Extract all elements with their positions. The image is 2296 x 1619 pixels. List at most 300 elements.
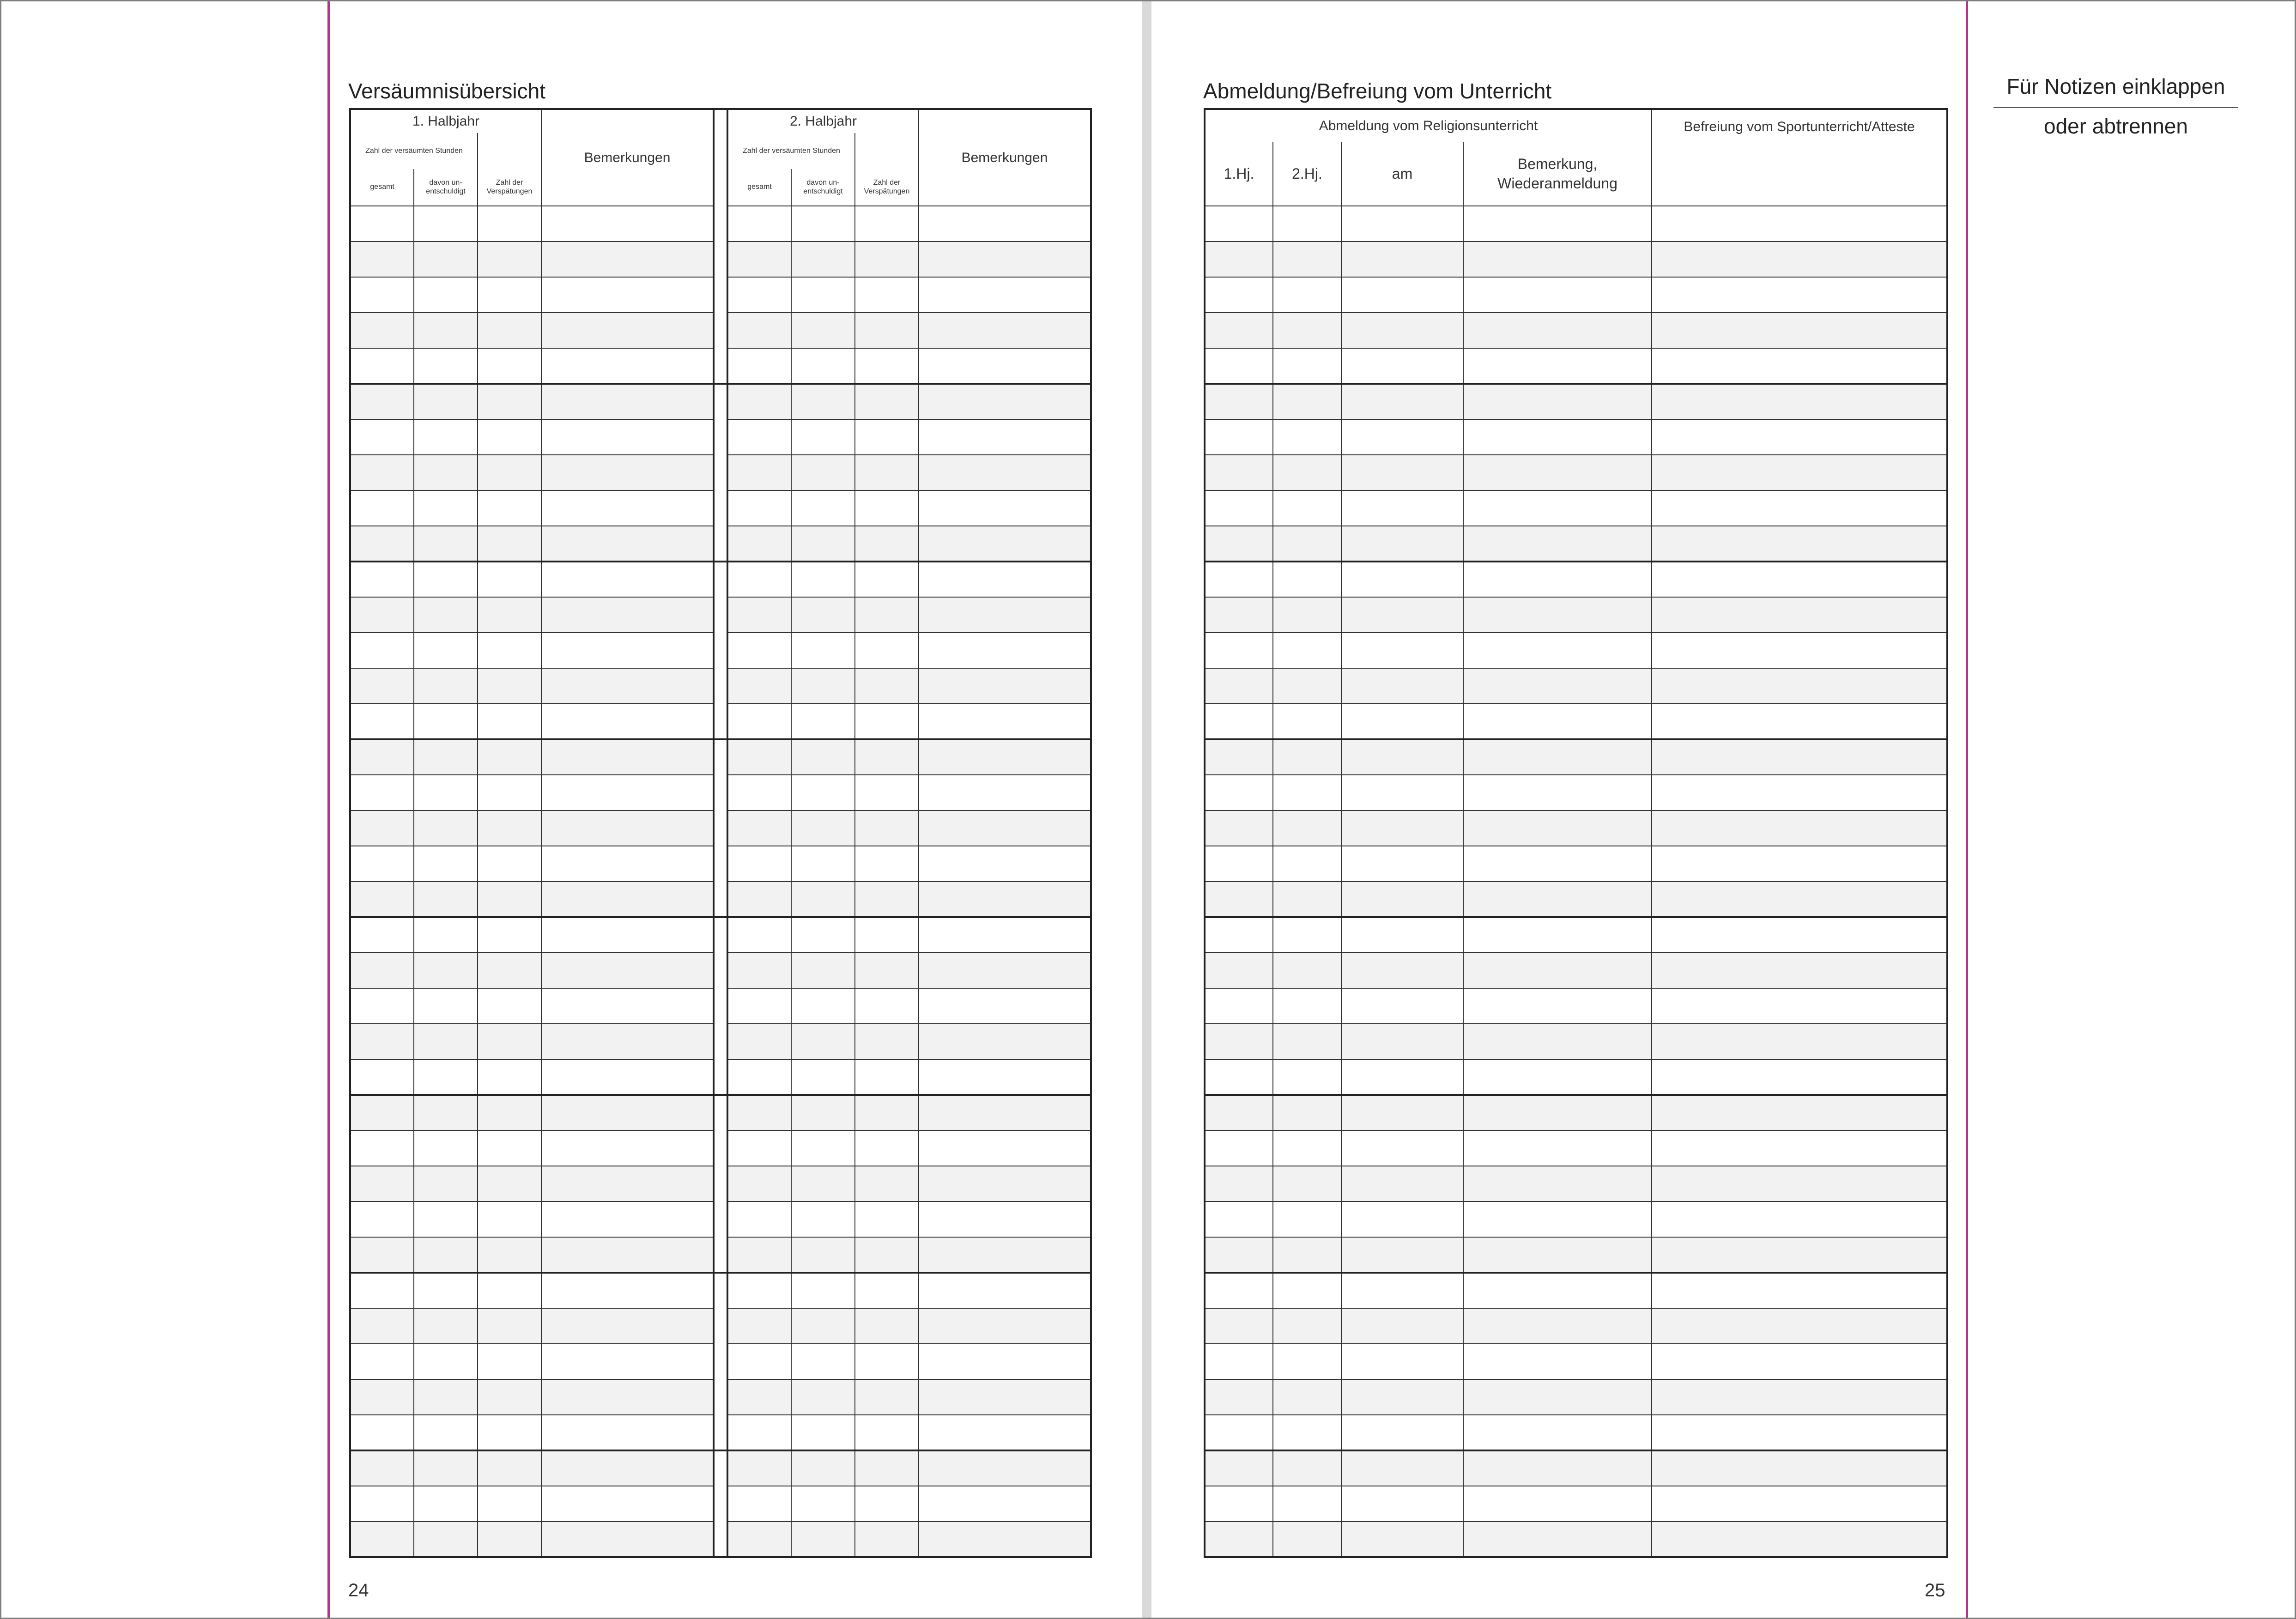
entry-cell[interactable]	[350, 384, 414, 419]
entry-cell[interactable]	[478, 1024, 541, 1059]
entry-cell[interactable]	[727, 1273, 791, 1308]
entry-cell[interactable]	[1341, 1059, 1463, 1095]
entry-cell[interactable]	[1652, 206, 1947, 242]
entry-cell[interactable]	[414, 739, 478, 775]
entry-cell[interactable]	[791, 455, 855, 490]
entry-cell[interactable]	[727, 1379, 791, 1415]
entry-cell[interactable]	[791, 313, 855, 348]
entry-cell[interactable]	[855, 526, 919, 562]
entry-cell[interactable]	[791, 882, 855, 917]
entry-cell[interactable]	[478, 490, 541, 526]
entry-cell[interactable]	[919, 1522, 1091, 1557]
entry-cell[interactable]	[1463, 988, 1652, 1024]
entry-cell[interactable]	[414, 1237, 478, 1273]
entry-cell[interactable]	[541, 1024, 714, 1059]
entry-cell[interactable]	[727, 1130, 791, 1166]
entry-cell[interactable]	[727, 490, 791, 526]
entry-cell[interactable]	[1341, 1237, 1463, 1273]
entry-cell[interactable]	[414, 953, 478, 988]
entry-cell[interactable]	[1463, 1095, 1652, 1130]
entry-cell[interactable]	[1341, 1308, 1463, 1344]
entry-cell[interactable]	[855, 384, 919, 419]
entry-cell[interactable]	[919, 917, 1091, 953]
entry-cell[interactable]	[1463, 348, 1652, 384]
entry-cell[interactable]	[414, 1130, 478, 1166]
entry-cell[interactable]	[1205, 597, 1273, 633]
entry-cell[interactable]	[1341, 988, 1463, 1024]
entry-cell[interactable]	[478, 775, 541, 810]
entry-cell[interactable]	[855, 1450, 919, 1486]
entry-cell[interactable]	[919, 597, 1091, 633]
entry-cell[interactable]	[919, 277, 1091, 313]
entry-cell[interactable]	[541, 1166, 714, 1202]
entry-cell[interactable]	[727, 846, 791, 882]
entry-cell[interactable]	[478, 419, 541, 455]
entry-cell[interactable]	[1273, 810, 1341, 846]
entry-cell[interactable]	[855, 597, 919, 633]
entry-cell[interactable]	[1341, 1379, 1463, 1415]
entry-cell[interactable]	[1273, 988, 1341, 1024]
entry-cell[interactable]	[478, 1522, 541, 1557]
entry-cell[interactable]	[727, 1024, 791, 1059]
entry-cell[interactable]	[1341, 1095, 1463, 1130]
entry-cell[interactable]	[1652, 917, 1947, 953]
entry-cell[interactable]	[791, 1095, 855, 1130]
entry-cell[interactable]	[727, 384, 791, 419]
entry-cell[interactable]	[350, 1273, 414, 1308]
entry-cell[interactable]	[1463, 490, 1652, 526]
entry-cell[interactable]	[919, 206, 1091, 242]
entry-cell[interactable]	[1652, 882, 1947, 917]
entry-cell[interactable]	[791, 775, 855, 810]
entry-cell[interactable]	[727, 455, 791, 490]
entry-cell[interactable]	[1205, 1273, 1273, 1308]
entry-cell[interactable]	[1463, 277, 1652, 313]
entry-cell[interactable]	[1341, 1415, 1463, 1450]
entry-cell[interactable]	[478, 633, 541, 668]
entry-cell[interactable]	[1341, 597, 1463, 633]
entry-cell[interactable]	[1463, 775, 1652, 810]
entry-cell[interactable]	[541, 882, 714, 917]
entry-cell[interactable]	[1652, 846, 1947, 882]
entry-cell[interactable]	[414, 917, 478, 953]
entry-cell[interactable]	[478, 1450, 541, 1486]
entry-cell[interactable]	[541, 562, 714, 597]
entry-cell[interactable]	[1205, 1379, 1273, 1415]
entry-cell[interactable]	[350, 242, 414, 277]
entry-cell[interactable]	[1341, 846, 1463, 882]
entry-cell[interactable]	[350, 1308, 414, 1344]
entry-cell[interactable]	[414, 313, 478, 348]
entry-cell[interactable]	[855, 562, 919, 597]
entry-cell[interactable]	[727, 917, 791, 953]
entry-cell[interactable]	[727, 242, 791, 277]
entry-cell[interactable]	[791, 1486, 855, 1522]
entry-cell[interactable]	[855, 775, 919, 810]
entry-cell[interactable]	[1652, 775, 1947, 810]
entry-cell[interactable]	[727, 277, 791, 313]
entry-cell[interactable]	[1463, 1059, 1652, 1095]
entry-cell[interactable]	[727, 704, 791, 739]
entry-cell[interactable]	[350, 1095, 414, 1130]
entry-cell[interactable]	[350, 810, 414, 846]
entry-cell[interactable]	[919, 775, 1091, 810]
entry-cell[interactable]	[414, 242, 478, 277]
entry-cell[interactable]	[1652, 242, 1947, 277]
entry-cell[interactable]	[791, 206, 855, 242]
entry-cell[interactable]	[478, 1308, 541, 1344]
entry-cell[interactable]	[1341, 1450, 1463, 1486]
entry-cell[interactable]	[350, 633, 414, 668]
entry-cell[interactable]	[541, 704, 714, 739]
entry-cell[interactable]	[855, 348, 919, 384]
entry-cell[interactable]	[1652, 1379, 1947, 1415]
entry-cell[interactable]	[855, 1130, 919, 1166]
entry-cell[interactable]	[350, 562, 414, 597]
entry-cell[interactable]	[791, 704, 855, 739]
entry-cell[interactable]	[414, 1202, 478, 1237]
entry-cell[interactable]	[1652, 313, 1947, 348]
entry-cell[interactable]	[855, 1486, 919, 1522]
entry-cell[interactable]	[414, 810, 478, 846]
entry-cell[interactable]	[919, 668, 1091, 704]
entry-cell[interactable]	[1273, 1237, 1341, 1273]
entry-cell[interactable]	[1205, 277, 1273, 313]
entry-cell[interactable]	[1463, 1166, 1652, 1202]
entry-cell[interactable]	[414, 526, 478, 562]
entry-cell[interactable]	[791, 1344, 855, 1379]
entry-cell[interactable]	[919, 882, 1091, 917]
entry-cell[interactable]	[1341, 206, 1463, 242]
entry-cell[interactable]	[791, 526, 855, 562]
entry-cell[interactable]	[791, 419, 855, 455]
entry-cell[interactable]	[541, 1486, 714, 1522]
entry-cell[interactable]	[414, 384, 478, 419]
entry-cell[interactable]	[727, 1237, 791, 1273]
entry-cell[interactable]	[727, 562, 791, 597]
entry-cell[interactable]	[919, 384, 1091, 419]
entry-cell[interactable]	[919, 1415, 1091, 1450]
entry-cell[interactable]	[541, 597, 714, 633]
entry-cell[interactable]	[541, 1130, 714, 1166]
entry-cell[interactable]	[1463, 1344, 1652, 1379]
entry-cell[interactable]	[1205, 1024, 1273, 1059]
entry-cell[interactable]	[414, 348, 478, 384]
entry-cell[interactable]	[350, 1415, 414, 1450]
entry-cell[interactable]	[350, 953, 414, 988]
entry-cell[interactable]	[1652, 1024, 1947, 1059]
entry-cell[interactable]	[414, 704, 478, 739]
entry-cell[interactable]	[478, 313, 541, 348]
entry-cell[interactable]	[919, 953, 1091, 988]
entry-cell[interactable]	[350, 277, 414, 313]
entry-cell[interactable]	[855, 455, 919, 490]
entry-cell[interactable]	[1205, 1237, 1273, 1273]
entry-cell[interactable]	[791, 917, 855, 953]
entry-cell[interactable]	[1273, 846, 1341, 882]
entry-cell[interactable]	[414, 1059, 478, 1095]
entry-cell[interactable]	[1341, 1166, 1463, 1202]
entry-cell[interactable]	[919, 526, 1091, 562]
entry-cell[interactable]	[478, 739, 541, 775]
entry-cell[interactable]	[791, 1308, 855, 1344]
entry-cell[interactable]	[855, 810, 919, 846]
entry-cell[interactable]	[1341, 313, 1463, 348]
entry-cell[interactable]	[1463, 917, 1652, 953]
entry-cell[interactable]	[414, 455, 478, 490]
entry-cell[interactable]	[1273, 1450, 1341, 1486]
entry-cell[interactable]	[919, 704, 1091, 739]
entry-cell[interactable]	[919, 419, 1091, 455]
entry-cell[interactable]	[1273, 775, 1341, 810]
entry-cell[interactable]	[1341, 1273, 1463, 1308]
entry-cell[interactable]	[1273, 1522, 1341, 1557]
entry-cell[interactable]	[1341, 384, 1463, 419]
entry-cell[interactable]	[350, 739, 414, 775]
entry-cell[interactable]	[1463, 1273, 1652, 1308]
entry-cell[interactable]	[727, 1486, 791, 1522]
entry-cell[interactable]	[414, 1308, 478, 1344]
entry-cell[interactable]	[1652, 562, 1947, 597]
entry-cell[interactable]	[541, 953, 714, 988]
entry-cell[interactable]	[1273, 206, 1341, 242]
entry-cell[interactable]	[414, 277, 478, 313]
entry-cell[interactable]	[1463, 455, 1652, 490]
entry-cell[interactable]	[919, 1486, 1091, 1522]
entry-cell[interactable]	[478, 1415, 541, 1450]
entry-cell[interactable]	[1341, 419, 1463, 455]
entry-cell[interactable]	[1652, 1308, 1947, 1344]
entry-cell[interactable]	[919, 242, 1091, 277]
entry-cell[interactable]	[855, 1344, 919, 1379]
entry-cell[interactable]	[1652, 668, 1947, 704]
entry-cell[interactable]	[1205, 1095, 1273, 1130]
entry-cell[interactable]	[1652, 1202, 1947, 1237]
entry-cell[interactable]	[919, 490, 1091, 526]
entry-cell[interactable]	[791, 668, 855, 704]
entry-cell[interactable]	[1341, 739, 1463, 775]
entry-cell[interactable]	[1341, 810, 1463, 846]
entry-cell[interactable]	[478, 704, 541, 739]
entry-cell[interactable]	[350, 668, 414, 704]
entry-cell[interactable]	[478, 1379, 541, 1415]
entry-cell[interactable]	[1205, 882, 1273, 917]
entry-cell[interactable]	[350, 313, 414, 348]
entry-cell[interactable]	[350, 775, 414, 810]
entry-cell[interactable]	[1205, 775, 1273, 810]
entry-cell[interactable]	[791, 810, 855, 846]
entry-cell[interactable]	[1652, 1273, 1947, 1308]
entry-cell[interactable]	[1652, 810, 1947, 846]
entry-cell[interactable]	[541, 1379, 714, 1415]
entry-cell[interactable]	[541, 1202, 714, 1237]
entry-cell[interactable]	[478, 1273, 541, 1308]
entry-cell[interactable]	[1463, 1237, 1652, 1273]
entry-cell[interactable]	[791, 953, 855, 988]
entry-cell[interactable]	[727, 1059, 791, 1095]
entry-cell[interactable]	[1652, 455, 1947, 490]
entry-cell[interactable]	[414, 882, 478, 917]
entry-cell[interactable]	[1652, 739, 1947, 775]
entry-cell[interactable]	[350, 1202, 414, 1237]
entry-cell[interactable]	[1463, 419, 1652, 455]
entry-cell[interactable]	[1652, 1130, 1947, 1166]
entry-cell[interactable]	[478, 882, 541, 917]
entry-cell[interactable]	[478, 242, 541, 277]
entry-cell[interactable]	[1463, 1379, 1652, 1415]
entry-cell[interactable]	[791, 1024, 855, 1059]
entry-cell[interactable]	[414, 1522, 478, 1557]
entry-cell[interactable]	[791, 242, 855, 277]
entry-cell[interactable]	[541, 1273, 714, 1308]
entry-cell[interactable]	[919, 1202, 1091, 1237]
entry-cell[interactable]	[541, 455, 714, 490]
entry-cell[interactable]	[541, 384, 714, 419]
entry-cell[interactable]	[1463, 562, 1652, 597]
entry-cell[interactable]	[1273, 597, 1341, 633]
entry-cell[interactable]	[855, 1202, 919, 1237]
entry-cell[interactable]	[350, 206, 414, 242]
entry-cell[interactable]	[414, 1486, 478, 1522]
entry-cell[interactable]	[1463, 739, 1652, 775]
entry-cell[interactable]	[855, 988, 919, 1024]
entry-cell[interactable]	[791, 988, 855, 1024]
entry-cell[interactable]	[1652, 1450, 1947, 1486]
entry-cell[interactable]	[478, 1237, 541, 1273]
entry-cell[interactable]	[1652, 1415, 1947, 1450]
entry-cell[interactable]	[1341, 1130, 1463, 1166]
entry-cell[interactable]	[1652, 419, 1947, 455]
entry-cell[interactable]	[855, 917, 919, 953]
entry-cell[interactable]	[414, 562, 478, 597]
entry-cell[interactable]	[1463, 313, 1652, 348]
entry-cell[interactable]	[350, 1486, 414, 1522]
entry-cell[interactable]	[727, 668, 791, 704]
entry-cell[interactable]	[1205, 810, 1273, 846]
entry-cell[interactable]	[1341, 348, 1463, 384]
entry-cell[interactable]	[1273, 526, 1341, 562]
entry-cell[interactable]	[1205, 1059, 1273, 1095]
entry-cell[interactable]	[727, 810, 791, 846]
entry-cell[interactable]	[350, 704, 414, 739]
entry-cell[interactable]	[1652, 277, 1947, 313]
entry-cell[interactable]	[1205, 846, 1273, 882]
entry-cell[interactable]	[1341, 704, 1463, 739]
entry-cell[interactable]	[350, 1522, 414, 1557]
entry-cell[interactable]	[1273, 633, 1341, 668]
entry-cell[interactable]	[727, 953, 791, 988]
entry-cell[interactable]	[541, 526, 714, 562]
entry-cell[interactable]	[855, 1415, 919, 1450]
entry-cell[interactable]	[855, 704, 919, 739]
entry-cell[interactable]	[1273, 1202, 1341, 1237]
entry-cell[interactable]	[727, 419, 791, 455]
entry-cell[interactable]	[541, 739, 714, 775]
entry-cell[interactable]	[478, 953, 541, 988]
entry-cell[interactable]	[478, 1095, 541, 1130]
entry-cell[interactable]	[855, 242, 919, 277]
entry-cell[interactable]	[541, 1237, 714, 1273]
entry-cell[interactable]	[727, 1095, 791, 1130]
entry-cell[interactable]	[855, 1095, 919, 1130]
entry-cell[interactable]	[919, 1166, 1091, 1202]
entry-cell[interactable]	[1341, 242, 1463, 277]
entry-cell[interactable]	[541, 1450, 714, 1486]
entry-cell[interactable]	[1341, 1024, 1463, 1059]
entry-cell[interactable]	[1205, 668, 1273, 704]
entry-cell[interactable]	[478, 348, 541, 384]
entry-cell[interactable]	[414, 1450, 478, 1486]
entry-cell[interactable]	[414, 775, 478, 810]
entry-cell[interactable]	[1341, 775, 1463, 810]
entry-cell[interactable]	[1463, 1522, 1652, 1557]
entry-cell[interactable]	[727, 1308, 791, 1344]
entry-cell[interactable]	[350, 419, 414, 455]
entry-cell[interactable]	[919, 810, 1091, 846]
entry-cell[interactable]	[1463, 597, 1652, 633]
entry-cell[interactable]	[727, 633, 791, 668]
entry-cell[interactable]	[541, 490, 714, 526]
entry-cell[interactable]	[1463, 882, 1652, 917]
entry-cell[interactable]	[1273, 1344, 1341, 1379]
entry-cell[interactable]	[1341, 1522, 1463, 1557]
entry-cell[interactable]	[727, 1166, 791, 1202]
entry-cell[interactable]	[855, 277, 919, 313]
entry-cell[interactable]	[1205, 1308, 1273, 1344]
entry-cell[interactable]	[855, 1522, 919, 1557]
entry-cell[interactable]	[1463, 668, 1652, 704]
entry-cell[interactable]	[919, 1059, 1091, 1095]
entry-cell[interactable]	[1463, 384, 1652, 419]
entry-cell[interactable]	[1273, 917, 1341, 953]
entry-cell[interactable]	[350, 1059, 414, 1095]
entry-cell[interactable]	[1273, 1379, 1341, 1415]
entry-cell[interactable]	[1273, 490, 1341, 526]
entry-cell[interactable]	[855, 846, 919, 882]
entry-cell[interactable]	[1463, 704, 1652, 739]
entry-cell[interactable]	[541, 1522, 714, 1557]
entry-cell[interactable]	[855, 739, 919, 775]
entry-cell[interactable]	[791, 597, 855, 633]
entry-cell[interactable]	[1273, 384, 1341, 419]
entry-cell[interactable]	[1652, 633, 1947, 668]
entry-cell[interactable]	[350, 597, 414, 633]
entry-cell[interactable]	[855, 882, 919, 917]
entry-cell[interactable]	[1273, 348, 1341, 384]
entry-cell[interactable]	[1273, 1024, 1341, 1059]
entry-cell[interactable]	[1652, 1237, 1947, 1273]
entry-cell[interactable]	[414, 988, 478, 1024]
entry-cell[interactable]	[1463, 846, 1652, 882]
entry-cell[interactable]	[919, 1237, 1091, 1273]
entry-cell[interactable]	[727, 526, 791, 562]
entry-cell[interactable]	[541, 1415, 714, 1450]
entry-cell[interactable]	[1652, 384, 1947, 419]
entry-cell[interactable]	[1205, 526, 1273, 562]
entry-cell[interactable]	[791, 1450, 855, 1486]
entry-cell[interactable]	[541, 206, 714, 242]
entry-cell[interactable]	[541, 419, 714, 455]
entry-cell[interactable]	[1463, 953, 1652, 988]
entry-cell[interactable]	[350, 1379, 414, 1415]
entry-cell[interactable]	[414, 206, 478, 242]
entry-cell[interactable]	[1273, 455, 1341, 490]
entry-cell[interactable]	[1273, 739, 1341, 775]
entry-cell[interactable]	[1463, 1024, 1652, 1059]
entry-cell[interactable]	[919, 348, 1091, 384]
entry-cell[interactable]	[541, 988, 714, 1024]
entry-cell[interactable]	[414, 1379, 478, 1415]
